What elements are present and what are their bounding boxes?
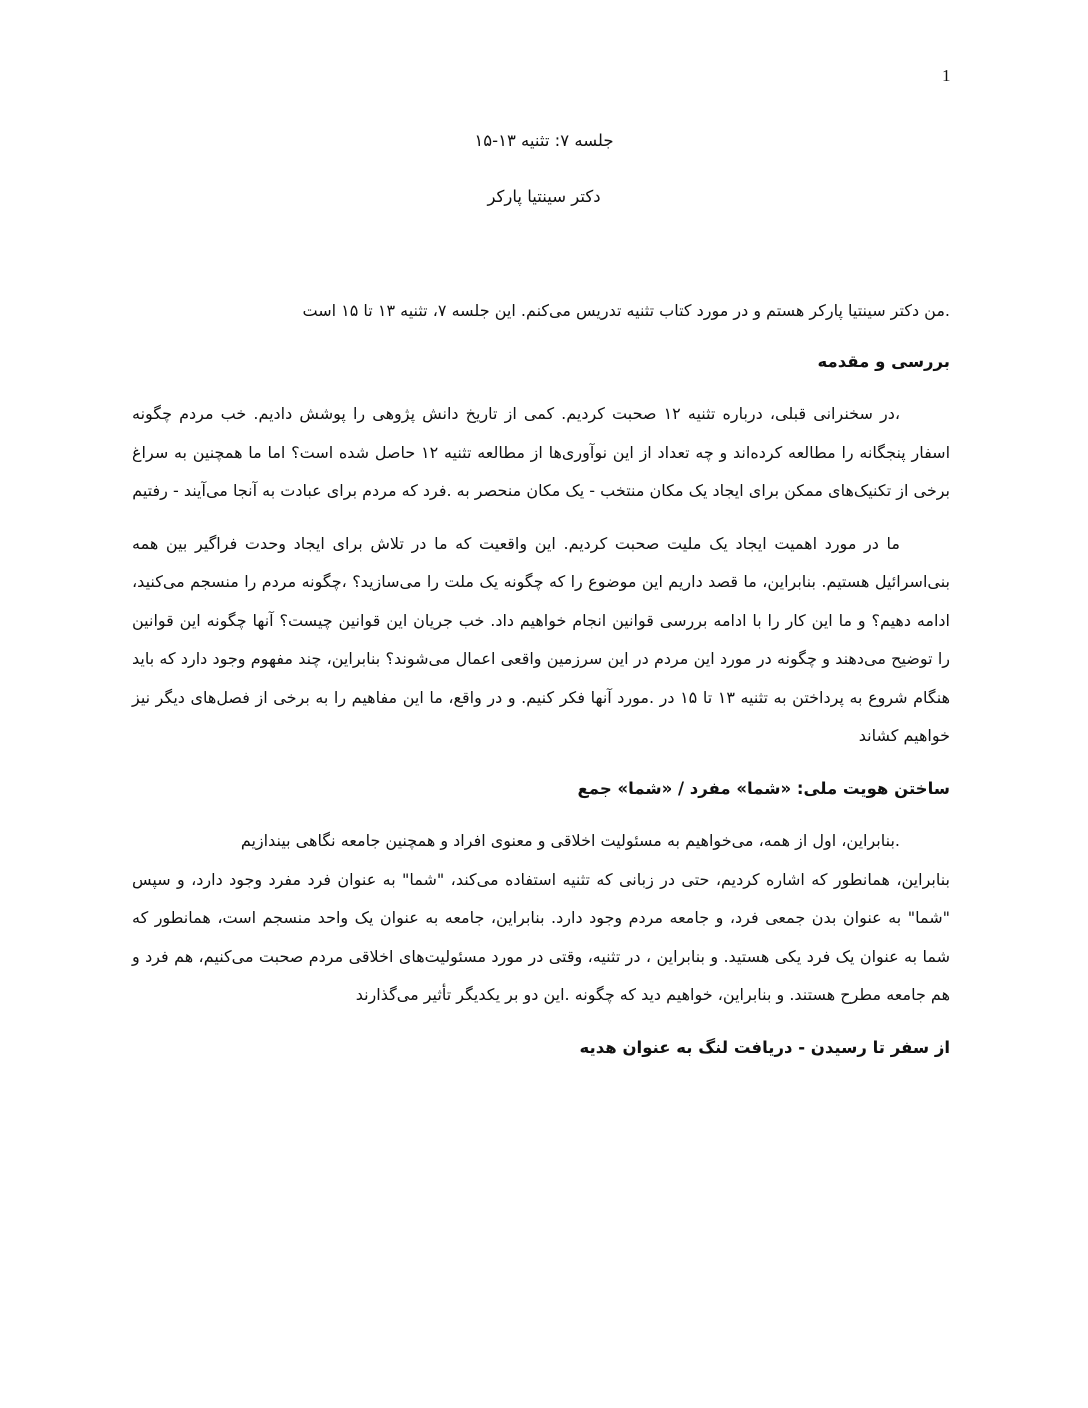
- paragraph-moral-responsibility: .بنابراین، اول از همه، می‌خواهیم به مسئولیت اخلاقی و معنوی افراد و همچنین جامعه نگاهی بیندازیم: [240, 831, 900, 850]
- paragraph-nationhood: ما در مورد اهمیت ایجاد یک ملیت صحبت کردیم. این واقعیت که ما در تلاش برای ایجاد وحدت فراگیر بین همه بنی‌اسرائیل هستیم. بنابراین، ما قصد داریم این موضوع را که چگونه یک ملت را می‌سازید؟ ،چگونه مردم را منسجم می‌کنید، ادامه دهیم؟ و ما این کار را با ادامه بررسی قوانین انجام خواهیم داد. خب جریان این قوانین چیست؟ آنها چگونه این قوانین را توضیح می‌دهند و چگونه در مورد این مردم در این سرزمین واقعی اعمال می‌شوند؟ بنابراین، چند مفهوم وجود دارد که باید هنگام شروع به پرداختن به تثنیه ۱۳ تا ۱۵ در .مورد آنها فکر کنیم. و در واقع، ما این مفاهیم را به برخی از فصل‌های دیگر نیز خواهیم کشاند: [132, 533, 951, 745]
- document-author: دکتر سینتیا پارکر: [487, 187, 601, 206]
- section-heading-journey: از سفر تا رسیدن - دریافت لنگ به عنوان هدیه: [579, 1037, 950, 1057]
- page-number: 1: [942, 66, 951, 85]
- title-block: [0, 126, 1088, 212]
- document-body: [132, 292, 950, 1081]
- section-heading-national-identity: ساختن هویت ملی: «شما» مفرد / «شما» جمع: [577, 778, 950, 798]
- paragraph-previous-lecture: ،در سخنرانی قبلی، درباره تثنیه ۱۲ صحبت کردیم. کمی از تاریخ دانش پژوهی را پوشش دادیم. خب مردم چگونه اسفار پنجگانه را مطالعه کرده‌اند و چه تعداد از این نوآوری‌ها از مطالعه تثنیه ۱۲ حاصل شده است؟ اما ما همچنین به سراغ برخی از تکنیک‌های ممکن برای ایجاد یک مکان منتخب - یک مکان منحصر به .فرد که مردم برای عبادت به آنجا می‌آیند - رفتیم: [132, 404, 951, 500]
- intro-paragraph: .من دکتر سینتیا پارکر هستم و در مورد کتاب تثنیه تدریس می‌کنم. این جلسه ۷، تثنیه ۱۳ تا ۱۵ است: [302, 301, 950, 320]
- document-title: جلسه ۷: تثنیه ۱۳-۱۵: [474, 131, 614, 150]
- paragraph-singular-plural-you: بنابراین، همانطور که اشاره کردیم، حتی در زبانی که تثنیه استفاده می‌کند، "شما" به عنوان فرد مفرد وجود دارد، و سپس "شما" به عنوان بدن جمعی فرد، و جامعه مردم وجود دارد. بنابراین، جامعه به عنوان یک واحد منسجم است، همانطور که شما به عنوان یک فرد یکی هستید. و بنابراین ، در تثنیه، وقتی در مورد مسئولیت‌های اخلاقی مردم صحبت می‌کنیم، هم فرد و هم جامعه مطرح هستند. و بنابراین، خواهیم دید که چگونه .این دو بر یکدیگر تأثیر می‌گذارند: [132, 869, 950, 1004]
- section-heading-review: بررسی و مقدمه: [817, 351, 950, 371]
